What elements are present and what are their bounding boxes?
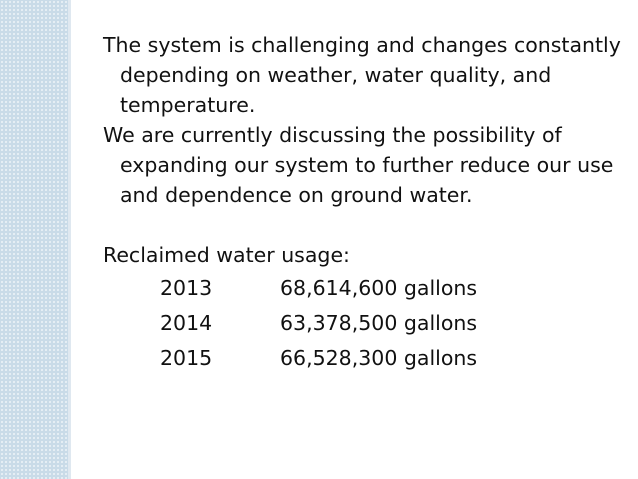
usage-amount: 63,378,500 gallons — [280, 310, 478, 335]
usage-year: 2015 — [160, 345, 213, 370]
usage-year: 2014 — [160, 310, 213, 335]
spacer — [103, 210, 623, 240]
paragraph-system-challenges: The system is challenging and changes constantly depending on weather, water quality, and temperature. — [103, 33, 621, 117]
slide-content — [103, 30, 623, 375]
usage-row-2015 — [103, 340, 623, 375]
paragraph-expansion-discussion: We are currently discussing the possibility of expanding our system to further reduce our use and dependence on ground water. — [103, 123, 614, 207]
usage-amount: 68,614,600 gallons — [280, 275, 478, 300]
side-band-edge — [68, 0, 71, 479]
usage-year: 2013 — [160, 275, 213, 300]
usage-row-2013 — [103, 270, 623, 305]
usage-title: Reclaimed water usage: — [103, 243, 350, 267]
usage-row-2014 — [103, 305, 623, 340]
decorative-side-band — [0, 0, 68, 479]
usage-amount: 66,528,300 gallons — [280, 345, 478, 370]
